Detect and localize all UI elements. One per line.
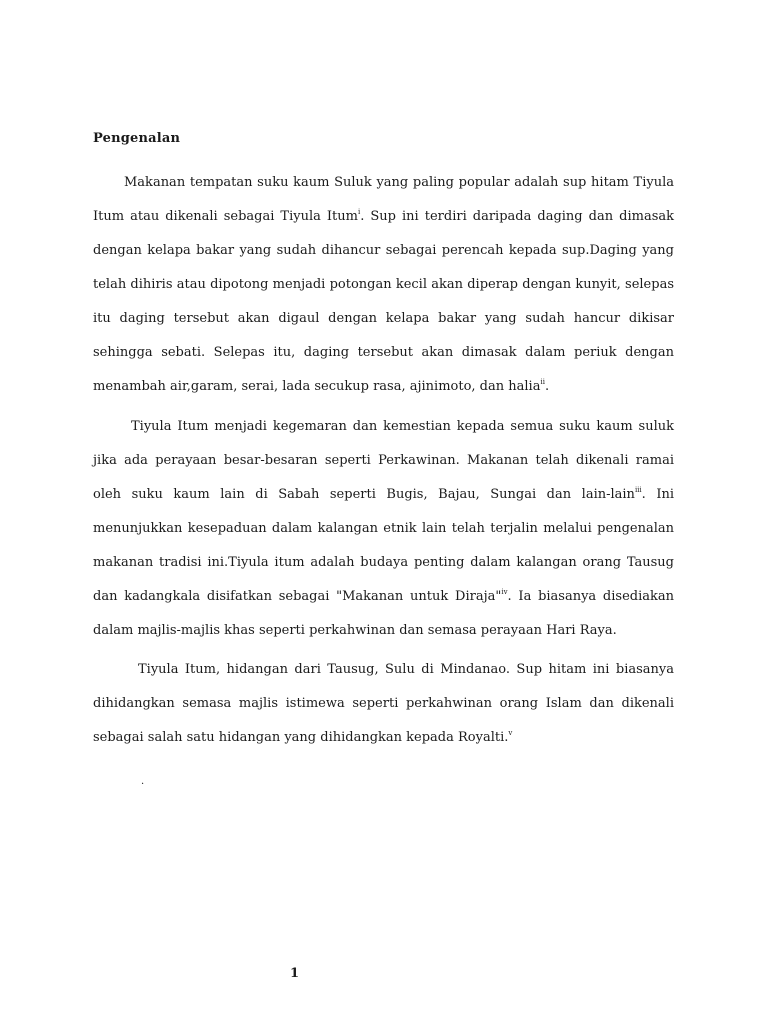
paragraph-text: Tiyula Itum menjadi kegemaran dan kemestian kepada semua suku kaum suluk jika ada perayaan besar-besaran seperti Perkawinan. Makanan telah dikenali ramai oleh suku kaum lain di Sabah seperti Bugis, Bajau, Sungai dan lain-lain [93,419,674,502]
footnote-ref: iii [634,486,642,494]
paragraph-2 [93,410,674,648]
paragraph-text: Tiyula Itum, hidangan dari Tausug, Sulu di Mindanao. Sup hitam ini biasanya dihidangkan semasa majlis istimewa seperti perkahwinan orang Islam dan dikenali sebagai salah satu hidangan yang dihidangkan kepada Royalti. [93,662,674,745]
paragraph-text: Makanan tempatan suku kaum Suluk yang paling popular adalah sup hitam Tiyula Itum atau dikenali sebagai Tiyula Itum [93,175,674,224]
paragraph-text: . Sup ini terdiri daripada daging dan dimasak dengan kelapa bakar yang sudah dihancur sebagai perencah kepada sup.Daging yang telah dihiris atau dipotong menjadi potongan kecil akan diperap dengan kunyit, selepas itu daging tersebut akan digaul dengan kelapa bakar yang sudah hancur dikisar sehingga sebati. Selepas itu, daging tersebut akan dimasak dalam periuk dengan menambah air,garam, serai, lada secukup rasa, ajinimoto, dan halia [93,209,674,394]
paragraph-text: . [544,379,550,394]
paragraph-3 [93,653,674,755]
footnote-ref: iv [501,588,508,596]
paragraph-text: . Ia biasanya disediakan dalam majlis-majlis khas seperti perkahwinan dan semasa perayaan Hari Raya. [93,589,675,638]
paragraph-1 [93,166,674,404]
stray-mark: . [141,776,145,787]
footnote-ref: ii [540,378,545,386]
paragraph-text: . Ini menunjukkan kesepaduan dalam kalangan etnik lain telah terjalin melalui pengenalan makanan tradisi ini.Tiyula itum adalah budaya penting dalam kalangan orang Tausug dan kadangkala disifatkan sebagai "Makanan untuk Diraja" [93,487,674,604]
section-heading: Pengenalan [93,131,181,146]
footnote-ref: v [508,729,513,737]
page-number: 1 [290,966,300,981]
footnote-ref: i [357,208,361,216]
